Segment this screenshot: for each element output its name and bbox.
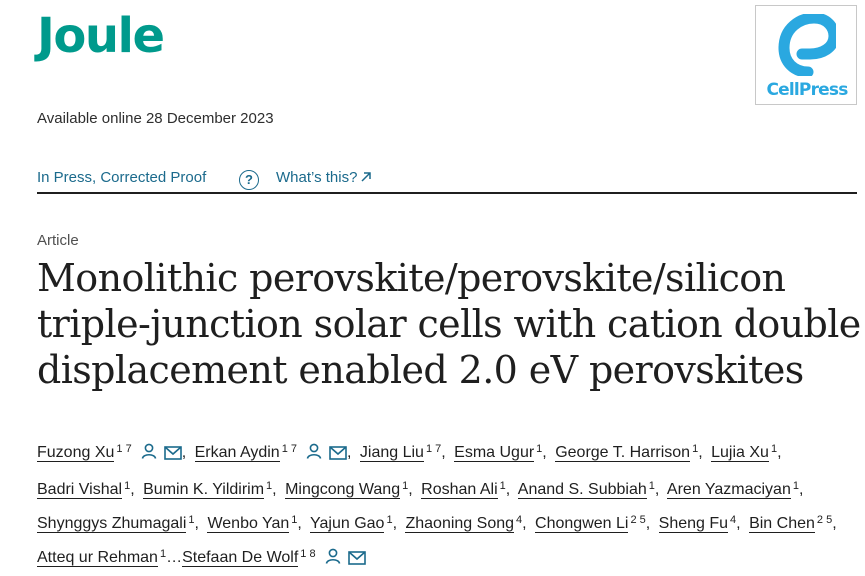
author-affiliation-sup: 4 — [730, 514, 737, 526]
author-item — [405, 515, 530, 532]
author-separator: , — [408, 481, 413, 498]
mail-icon[interactable] — [164, 440, 182, 471]
author-separator: , — [698, 444, 703, 461]
author-separator: , — [297, 515, 302, 532]
author-separator: , — [736, 515, 741, 532]
author-separator: , — [194, 515, 199, 532]
author-separator: , — [654, 481, 660, 498]
author-name-link[interactable]: Stefaan De Wolf — [182, 549, 299, 566]
author-affiliation-sup: 1 — [266, 480, 273, 492]
author-affiliation-sup: 1 — [770, 443, 778, 455]
help-icon[interactable]: ? — [239, 170, 259, 190]
author-item — [37, 444, 190, 461]
author-name-link[interactable]: Anand S. Subbiah — [517, 481, 647, 498]
author-item — [37, 515, 203, 532]
author-separator: , — [441, 444, 446, 461]
author-name-link[interactable]: George T. Harrison — [555, 444, 691, 461]
author-name-link[interactable]: Roshan Ali — [421, 481, 498, 498]
author-item — [285, 481, 417, 498]
journal-logo[interactable]: Joule — [37, 8, 164, 64]
author-name-link[interactable]: Bin Chen — [749, 515, 815, 532]
author-separator: , — [505, 481, 511, 498]
author-affiliation-sup: 2 5 — [816, 514, 833, 526]
author-name-link[interactable]: Bumin K. Yildirim — [143, 481, 265, 498]
author-name-link[interactable]: Chongwen Li — [535, 515, 629, 532]
author-name-link[interactable]: Atteq ur Rehman — [37, 549, 158, 566]
author-item — [37, 549, 182, 566]
author-separator: , — [130, 481, 135, 498]
author-affiliation-sup: 1 7 — [116, 443, 132, 455]
author-name-link[interactable]: Mingcong Wang — [285, 481, 401, 498]
author-item — [518, 481, 664, 498]
mail-icon[interactable] — [348, 545, 366, 576]
author-item — [711, 444, 785, 461]
author-affiliation-sup: 1 7 — [281, 443, 297, 455]
person-icon[interactable] — [140, 440, 158, 471]
author-affiliation-sup: 1 — [648, 480, 655, 492]
author-name-link[interactable]: Zhaoning Song — [405, 515, 515, 532]
author-list — [37, 434, 861, 576]
author-separator: , — [272, 481, 277, 498]
author-separator: , — [777, 444, 782, 461]
author-item — [360, 444, 450, 461]
author-item — [749, 515, 841, 532]
author-name-link[interactable]: Shynggys Zhumagali — [37, 515, 187, 532]
author-name-link[interactable]: Wenbo Yan — [207, 515, 290, 532]
author-item — [667, 481, 808, 498]
author-name-link[interactable]: Esma Ugur — [454, 444, 535, 461]
person-icon[interactable] — [305, 440, 323, 471]
person-icon[interactable] — [324, 545, 342, 576]
article-type-label: Article — [37, 232, 79, 249]
author-name-link[interactable]: Lujia Xu — [711, 444, 769, 461]
author-separator: , — [346, 444, 352, 461]
article-status-bar — [37, 168, 857, 194]
author-affiliation-sup: 1 8 — [300, 548, 316, 560]
author-name-link[interactable]: Aren Yazmaciyan — [666, 481, 791, 498]
author-affiliation-sup: 1 — [499, 480, 506, 492]
available-online-date: Available online 28 December 2023 — [37, 110, 274, 127]
author-separator: , — [522, 515, 527, 532]
cellpress-wordmark: CellPress — [766, 80, 848, 100]
author-name-link[interactable]: Jiang Liu — [359, 444, 424, 461]
author-item — [310, 515, 401, 532]
author-affiliation-sup: 4 — [516, 514, 523, 526]
author-affiliation-sup: 1 — [792, 480, 799, 492]
author-affiliation-sup: 1 — [188, 514, 195, 526]
author-affiliation-sup: 1 — [159, 548, 167, 560]
author-affiliation-sup: 1 — [291, 514, 298, 526]
author-item — [37, 481, 139, 498]
author-affiliation-sup: 1 7 — [425, 443, 442, 455]
author-name-link[interactable]: Sheng Fu — [658, 515, 729, 532]
author-item — [454, 444, 551, 461]
whats-this-label: What’s this? — [276, 169, 358, 186]
author-item — [207, 515, 305, 532]
author-name-link[interactable]: Fuzong Xu — [37, 444, 115, 461]
mail-icon[interactable] — [329, 440, 347, 471]
author-name-link[interactable]: Badri Vishal — [37, 481, 123, 498]
author-item — [195, 444, 356, 461]
author-affiliation-sup: 2 5 — [630, 514, 646, 526]
author-name-link[interactable]: Yajun Gao — [310, 515, 385, 532]
author-item — [143, 481, 281, 498]
author-separator: , — [392, 515, 398, 532]
cellpress-mark-icon — [778, 14, 836, 76]
author-item — [535, 515, 654, 532]
author-affiliation-sup: 1 — [536, 443, 543, 455]
author-affiliation-sup: 1 — [386, 514, 393, 526]
author-separator: , — [542, 444, 547, 461]
cellpress-logo[interactable] — [755, 5, 857, 105]
in-press-status-link[interactable]: In Press, Corrected Proof — [37, 169, 207, 186]
article-title: Monolithic perovskite/perovskite/silicon triple-junction solar cells with cation double displacement enabled 2.0 eV perovskites — [37, 256, 861, 392]
author-item — [659, 515, 745, 532]
author-separator: , — [798, 481, 804, 498]
author-affiliation-sup: 1 — [124, 480, 131, 492]
author-name-link[interactable]: Erkan Aydin — [194, 444, 280, 461]
author-separator: , — [645, 515, 651, 532]
author-separator: … — [166, 549, 183, 566]
external-link-icon — [360, 171, 372, 183]
author-item — [421, 481, 514, 498]
author-item — [182, 549, 366, 566]
whats-this-link[interactable] — [276, 169, 372, 186]
author-separator: , — [832, 515, 837, 532]
author-item — [555, 444, 706, 461]
author-affiliation-sup: 1 — [692, 443, 699, 455]
author-separator: , — [181, 444, 187, 461]
author-affiliation-sup: 1 — [402, 480, 409, 492]
